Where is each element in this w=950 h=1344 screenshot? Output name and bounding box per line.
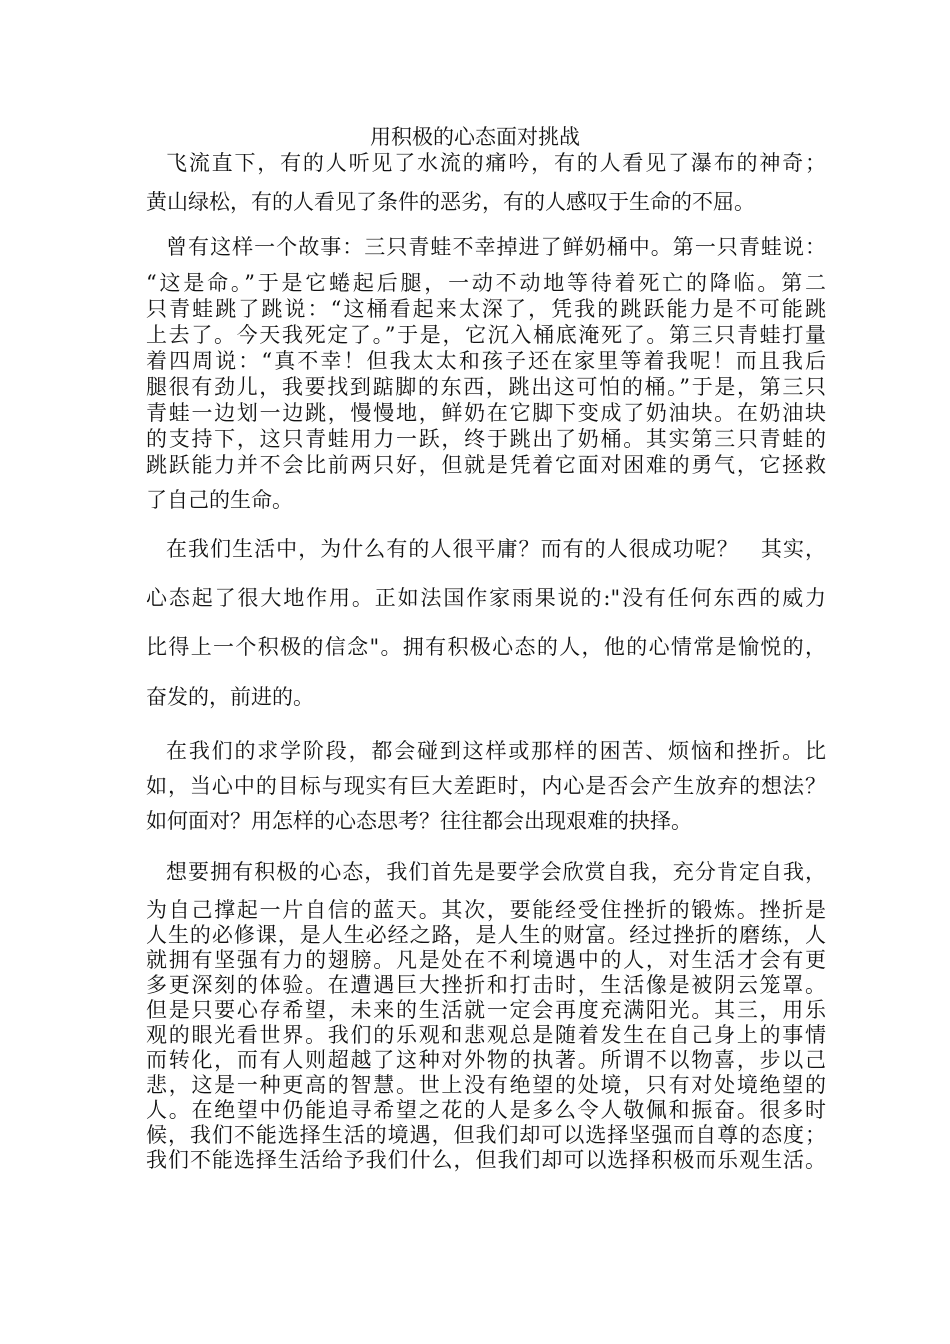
paragraph-5-line-5: 多更深刻的体验。在遭遇巨大挫折和打击时，生活像是被阴云笼罩。 [146, 973, 826, 997]
paragraph-3-line-4: 奋发的，前进的。 [146, 685, 314, 709]
paragraph-3-line-3: 比得上一个积极的信念"。拥有积极心态的人，他的心情常是愉悦的， [146, 635, 826, 659]
paragraph-5-line-4: 就拥有坚强有力的翅膀。凡是处在不利境遇中的人，对生活才会有更 [146, 948, 826, 972]
paragraph-2-line-2: “这是命。”于是它蜷起后腿，一动不动地等待着死亡的降临。第二 [146, 271, 826, 295]
paragraph-5-line-6: 但是只要心存希望，未来的生活就一定会再度充满阳光。其三，用乐 [146, 998, 826, 1022]
paragraph-3-line-2: 心态起了很大地作用。正如法国作家雨果说的:"没有任何东西的威力 [146, 586, 826, 610]
paragraph-3-line-1: 在我们生活中，为什么有的人很平庸？而有的人很成功呢？ 其实， [166, 537, 826, 561]
paragraph-2-line-4: 上去了。今天我死定了。”于是，它沉入桶底淹死了。第三只青蛙打量 [146, 323, 826, 347]
paragraph-5-line-8: 而转化，而有人则超越了这种对外物的执著。所谓不以物喜，步以己 [146, 1048, 826, 1072]
paragraph-5-line-10: 人。在绝望中仍能追寻希望之花的人是多么令人敬佩和振奋。很多时 [146, 1098, 826, 1122]
paragraph-5-line-2: 为自己撑起一片自信的蓝天。其次，要能经受住挫折的锻炼。挫折是 [146, 898, 826, 922]
paragraph-5-line-12: 我们不能选择生活给予我们什么，但我们却可以选择积极而乐观生活。 [146, 1148, 826, 1172]
paragraph-5-line-1: 想要拥有积极的心态，我们首先是要学会欣赏自我，充分肯定自我， [166, 860, 826, 884]
paragraph-2-line-10: 了自己的生命。 [146, 488, 293, 512]
paragraph-4-line-3: 如何面对？用怎样的心态思考？往往都会出现艰难的抉择。 [146, 809, 692, 833]
paragraph-4-line-1: 在我们的求学阶段，都会碰到这样或那样的困苦、烦恼和挫折。比 [166, 739, 826, 763]
paragraph-1-line-2: 黄山绿松，有的人看见了条件的恶劣，有的人感叹于生命的不屈。 [146, 190, 755, 214]
paragraph-2-line-1: 曾有这样一个故事：三只青蛙不幸掉进了鲜奶桶中。第一只青蛙说： [166, 235, 826, 259]
paragraph-5-line-3: 人生的必修课，是人生必经之路，是人生的财富。经过挫折的磨练，人 [146, 923, 826, 947]
document-title: 用积极的心态面对挑战 [370, 125, 580, 149]
paragraph-2-line-7: 青蛙一边划一边跳，慢慢地，鲜奶在它脚下变成了奶油块。在奶油块 [146, 401, 826, 425]
paragraph-2-line-5: 着四周说：“真不幸！但我太太和孩子还在家里等着我呢！而且我后 [146, 349, 826, 373]
paragraph-2-line-6: 腿很有劲儿，我要找到踮脚的东西，跳出这可怕的桶。”于是，第三只 [146, 375, 826, 399]
paragraph-2-line-9: 跳跃能力并不会比前两只好，但就是凭着它面对困难的勇气，它拯救 [146, 453, 826, 477]
paragraph-4-line-2: 如，当心中的目标与现实有巨大差距时，内心是否会产生放弃的想法？ [146, 774, 826, 798]
paragraph-2-line-8: 的支持下，这只青蛙用力一跃，终于跳出了奶桶。其实第三只青蛙的 [146, 427, 826, 451]
paragraph-1-line-1: 飞流直下，有的人听见了水流的痛吟，有的人看见了瀑布的神奇； [166, 151, 826, 175]
paragraph-5-line-11: 候，我们不能选择生活的境遇，但我们却可以选择坚强而自尊的态度； [146, 1123, 826, 1147]
paragraph-5-line-7: 观的眼光看世界。我们的乐观和悲观总是随着发生在自己身上的事情 [146, 1023, 826, 1047]
paragraph-5-line-9: 悲，这是一种更高的智慧。世上没有绝望的处境，只有对处境绝望的 [146, 1073, 826, 1097]
paragraph-2-line-3: 只青蛙跳了跳说：“这桶看起来太深了，凭我的跳跃能力是不可能跳 [146, 297, 826, 321]
